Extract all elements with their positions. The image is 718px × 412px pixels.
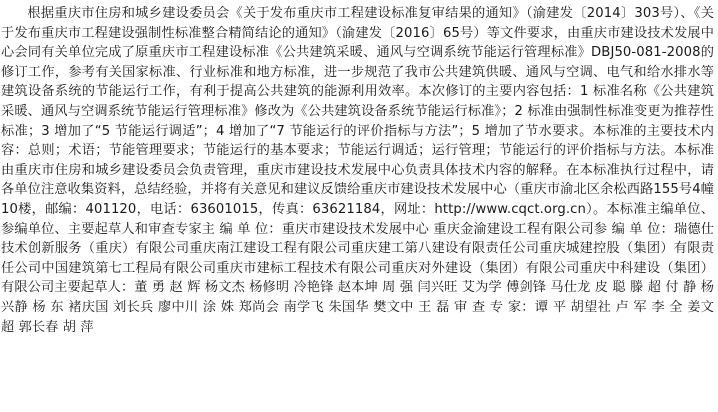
document-paragraph: 根据重庆市住房和城乡建设委员会《关于发布重庆市工程建设标准复审结果的通知》（渝建发〔2014〕303号）、《关于发布重庆市工程建设强制性标准整合精简结论的通知》（渝建发〔2016〕65号）等文件要求，由重庆市建设技术发展中心会同有关单位完成了原重庆市工程建设标准《公共建筑采暖、通风与空调系统节能运行管理标准》DBJ50-081-2008的修订工作，参考有关国家标准、行业标准和地方标准，进一步规范了我市公共建筑供暖、通风与空调、电气和给水排水等建筑设备系统的节能运行工作，有利于提高公共建筑的能源利用效率。本次修订的主要内容包括：1 标准名称《公共建筑采暖、通风与空调系统节能运行管理标准》修改为《公共建筑设备系统节能运行标准》；2 标准由强制性标准变更为推荐性标准；3 增加了“5 节能运行调适”；4 增加了“7 节能运行的评价指标与方法”；5 增加了节水要求。本标准的主要技术内容：总则；术语；节能管理要求；节能运行的基本要求；节能运行调适；运行管理；节能运行的评价指标与方法。本标准由重庆市住房和城乡建设委员会负责管理，重庆市建设技术发展中心负责具体技术内容的解释。在本标准执行过程中，请各单位注意收集资料，总结经验，并将有关意见和建议反馈给重庆市建设技术发展中心（重庆市渝北区余松西路155号4幢10楼，邮编：401120，电话：63601015，传真：63621184，网址：http://www.cqct.org.cn）。本标准主编单位、参编单位、主要起草人和审查专家主 编 单 位：重庆市建设技术发展中心 重庆金渝建设工程有限公司参 编 单 位：瑞德仕技术创新服务（重庆）有限公司重庆南江建设工程有限公司重庆建工第八建设有限责任公司重庆城建控股（集团）有限责任公司中国建筑第七工程局有限公司重庆市建标工程技术有限公司重庆对外建设（集团）有限公司重庆中科建设（集团）有限公司主要起草人：董 勇 赵 辉 杨文杰 杨修明 冷艳锋 赵本坤 周 强 闫兴旺 艾为学 傅剑锋 马仕龙 皮 聪 滕 超 付 静 杨兴静 杨 东 褚庆国 刘长兵 廖中川 涂 姝 郑尚会 南学飞 朱国华 樊文中 王 磊 审 查 专 家：谭 平 胡望社 卢 军 李 全 姜文超 郭长春 胡 萍 <box>1 6 714 335</box>
